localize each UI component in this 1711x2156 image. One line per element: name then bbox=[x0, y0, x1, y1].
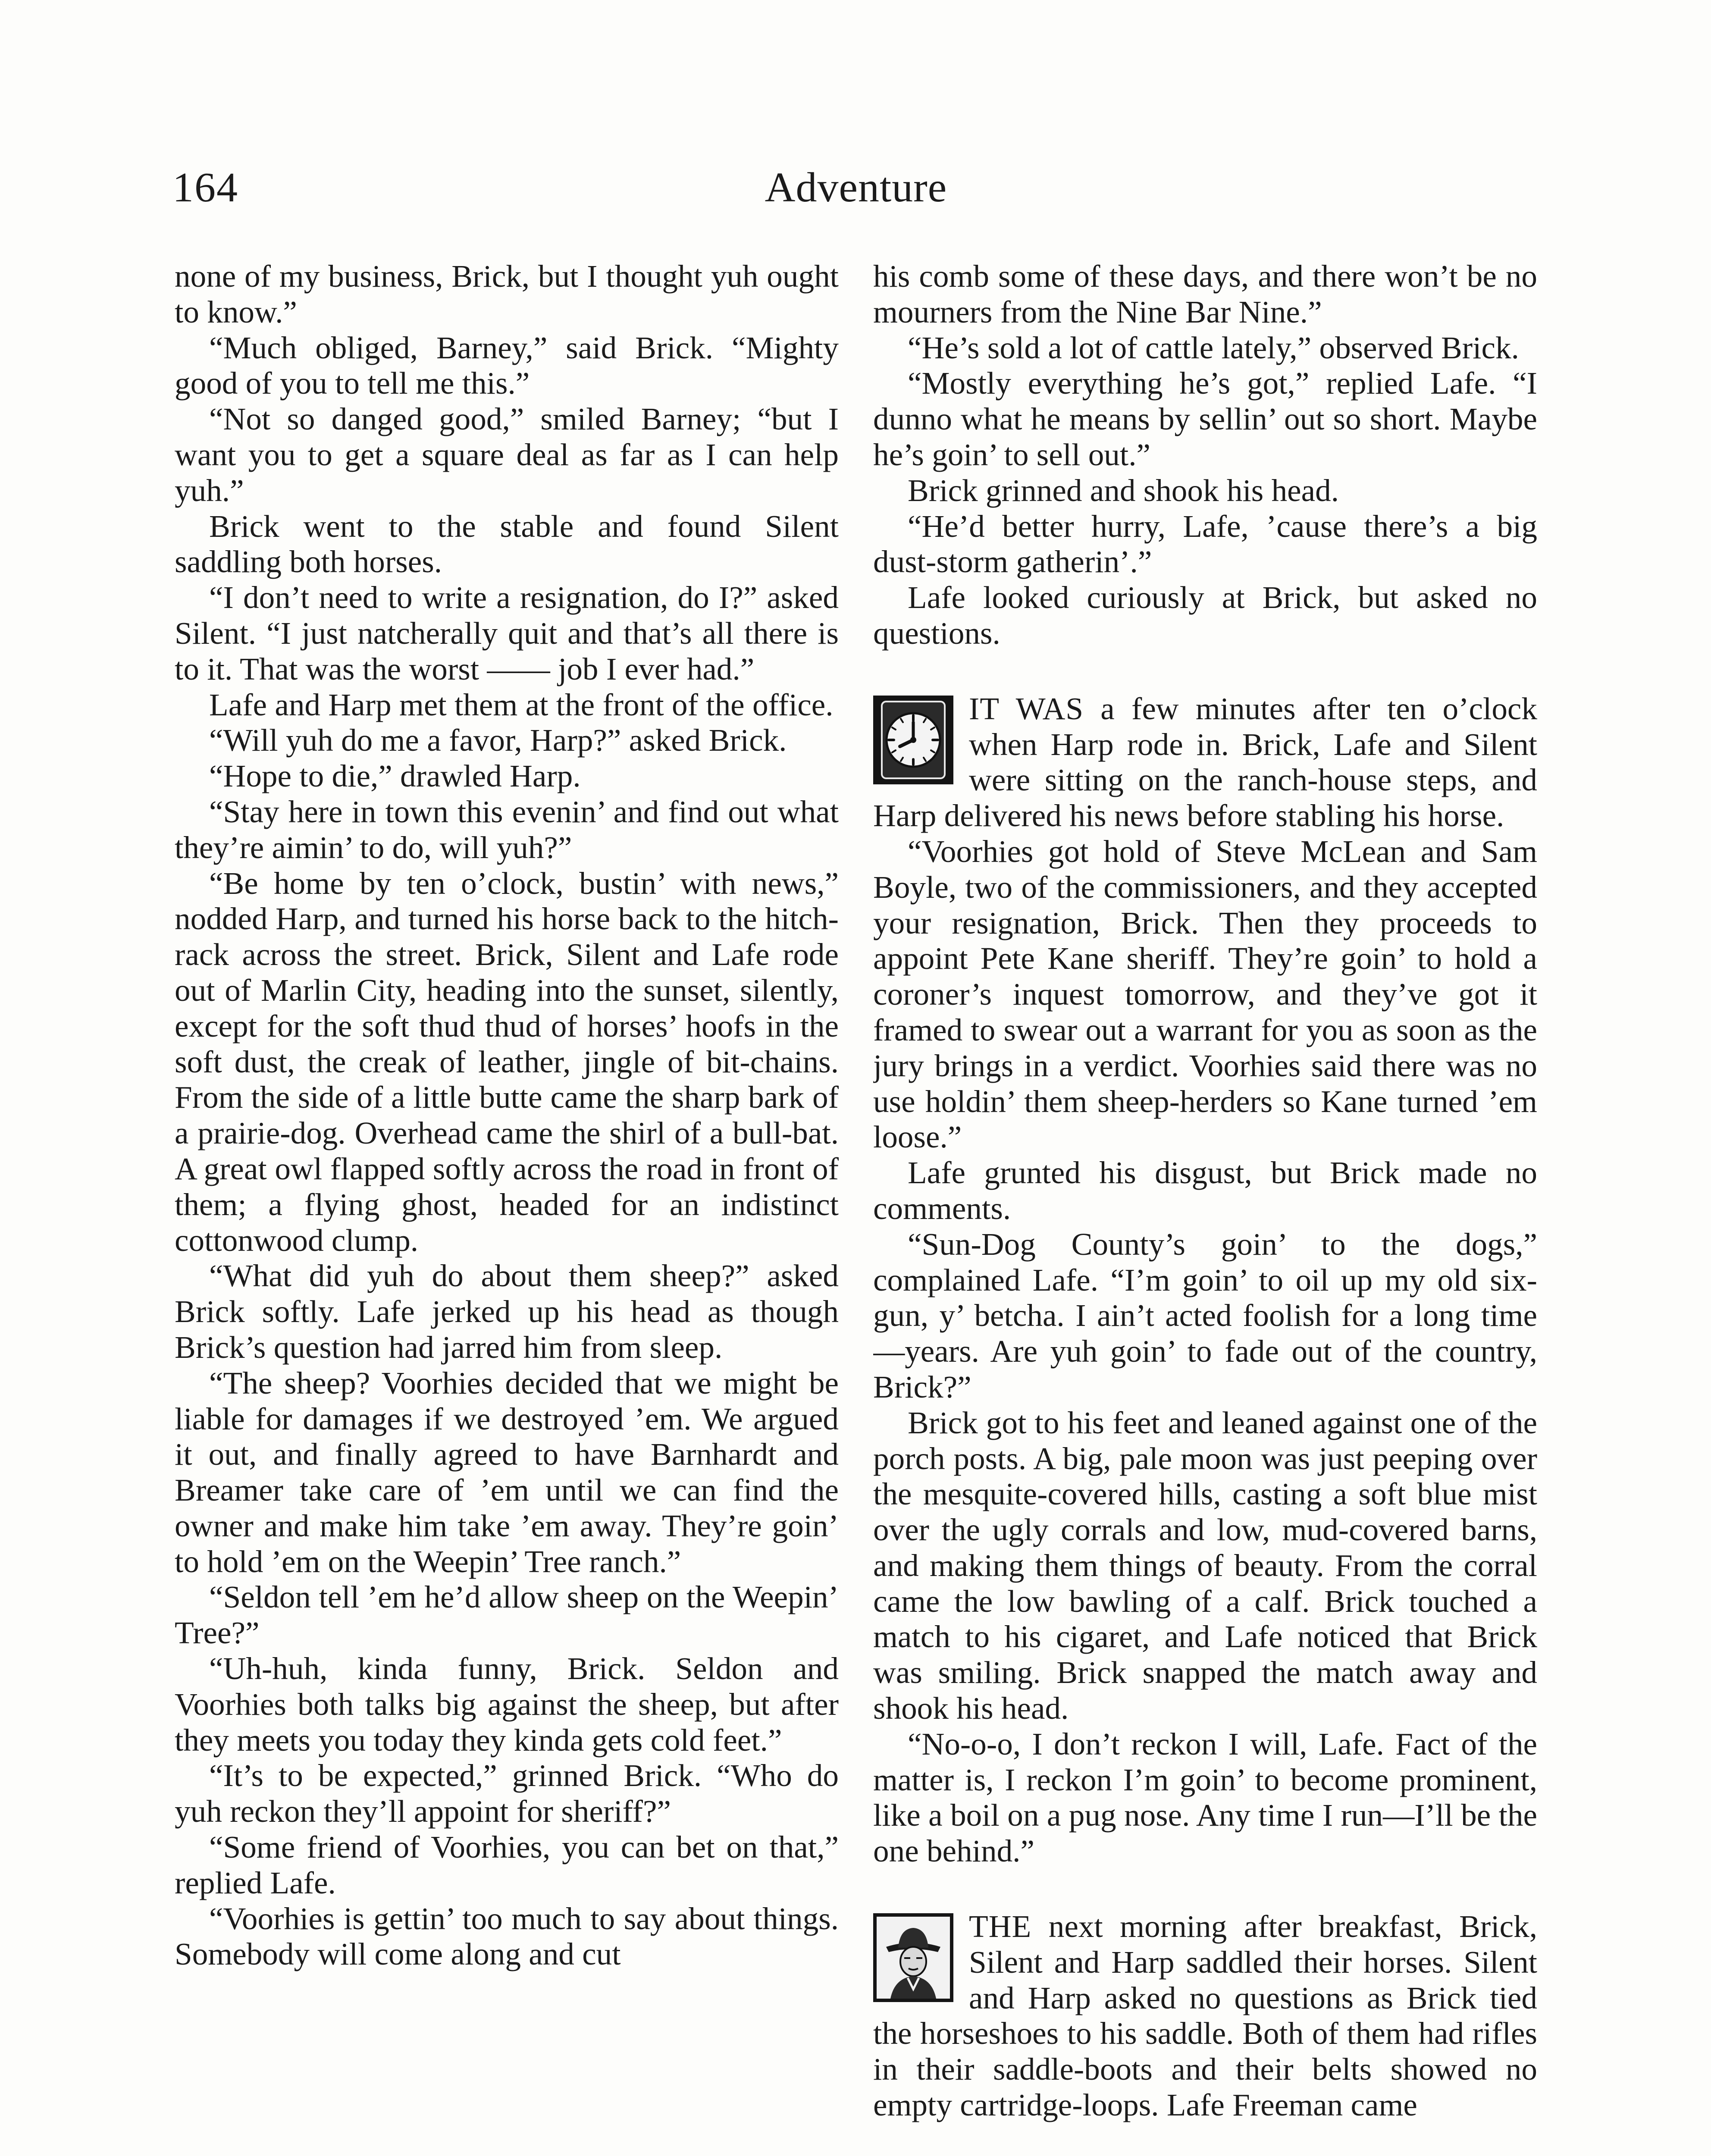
section-one-paragraph bbox=[873, 691, 1537, 834]
paragraph: “Seldon tell ’em he’d allow sheep on the Weepin’ Tree?” bbox=[175, 1579, 839, 1651]
section-one-lead: IT WAS bbox=[969, 691, 1084, 726]
right-column-opening bbox=[873, 259, 1537, 652]
paragraph: “I don’t need to write a resignation, do I?” asked Silent. “I just natcherally quit and that’s all there is to it. That was the worst —— job I ever had.” bbox=[175, 580, 839, 686]
paragraph: “Much obliged, Barney,” said Brick. “Mighty good of you to tell me this.” bbox=[175, 330, 839, 401]
paragraph: “The sheep? Voorhies decided that we might be liable for damages if we destroyed ’em. We argued it out, and finally agreed to have Barnhardt and Breamer take care of ’em until we can find the owner and make him take ’em away. They’re goin’ to hold ’em on the Weepin’ Tree ranch.” bbox=[175, 1365, 839, 1579]
paragraph: “He’s sold a lot of cattle lately,” observed Brick. bbox=[908, 330, 1519, 365]
paragraph: “Uh-huh, kinda funny, Brick. Seldon and Voorhies both talks big against the sheep, but after they meets you today they kinda gets cold feet.” bbox=[175, 1651, 839, 1758]
paragraph: “Stay here in town this evenin’ and find out what they’re aimin’ to do, will yuh?” bbox=[175, 794, 839, 865]
right-column bbox=[873, 259, 1537, 2156]
paragraph: “What did yuh do about them sheep?” asked Brick softly. Lafe jerked up his head as though Brick’s question had jarred him from sleep. bbox=[175, 1258, 839, 1365]
paragraph: “Not so danged good,” smiled Barney; “but I want you to get a square deal as far as I can help yuh.” bbox=[175, 401, 839, 508]
paragraph: “Will yuh do me a favor, Harp?” asked Brick. bbox=[209, 723, 787, 758]
section-break bbox=[873, 652, 1537, 691]
continued-paragraph: none of my business, Brick, but I thought yuh ought to know.” bbox=[175, 259, 839, 329]
paragraph: Lafe grunted his disgust, but Brick made no comments. bbox=[873, 1155, 1537, 1226]
clock-icon bbox=[873, 696, 953, 784]
page-header bbox=[172, 155, 1539, 220]
paragraph: “He’d better hurry, Lafe, ’cause there’s a big dust-storm gatherin’.” bbox=[873, 508, 1537, 580]
paragraph: “Hope to die,” drawled Harp. bbox=[209, 758, 581, 794]
left-column bbox=[175, 259, 839, 2156]
section-two-lead: THE bbox=[969, 1909, 1032, 1944]
paragraph: “Some friend of Voorhies, you can bet on that,” replied Lafe. bbox=[175, 1830, 839, 1900]
section-break bbox=[873, 1869, 1537, 1909]
paragraph: “Be home by ten o’clock, bustin’ with news,” nodded Harp, and turned his horse back to the hitch-rack across the street. Brick, Silent and Lafe rode out of Marlin City, heading into the sunset, silently, except for the soft thud thud of horses’ hoofs in the soft dust, the creak of leather, jingle of bit-chains. From the side of a little butte came the sharp bark of a prairie-dog. Overhead came the shirl of a bull-bat. A great owl flapped softly across the road in front of them; a flying ghost, headed for an indistinct cottonwood clump. bbox=[175, 865, 839, 1258]
cowboy-portrait-icon bbox=[873, 1913, 953, 2002]
section-one-text: a few minutes after ten o’clock when Harp rode in. Brick, Lafe and Silent were sitting on the ranch-house steps, and Harp delivered his news before stabling his horse. bbox=[873, 691, 1537, 834]
section-two-paragraph bbox=[873, 1909, 1537, 2123]
continued-paragraph: his comb some of these days, and there won’t be no mourners from the Nine Bar Nine.” bbox=[873, 259, 1537, 329]
paragraph: “No-o-o, I don’t reckon I will, Lafe. Fact of the matter is, I reckon I’m goin’ to become prominent, like a boil on a pug nose. Any time I run—I’ll be the one behind.” bbox=[873, 1726, 1537, 1869]
paragraph: “Voorhies got hold of Steve McLean and Sam Boyle, two of the commissioners, and they accepted your resignation, Brick. Then they proceeds to appoint Pete Kane sheriff. They’re goin’ to hold a coroner’s inquest tomorrow, and they’ve got it framed to swear out a warrant for you as soon as the jury brings in a verdict. Voorhies said there was no use holdin’ them sheep-herders so Kane turned ’em loose.” bbox=[873, 834, 1537, 1155]
right-column-middle bbox=[873, 834, 1537, 1869]
section-two-text: next morning after breakfast, Brick, Silent and Harp saddled their horses. Silent and Harp asked no questions as Brick tied the horseshoes to his saddle. Both of them had rifles in their saddle-boots and their belts showed no empty cartridge-loops. Lafe Freeman came bbox=[873, 1909, 1537, 2123]
paragraph: Lafe and Harp met them at the front of the office. bbox=[209, 687, 834, 722]
paragraph: Brick grinned and shook his head. bbox=[908, 473, 1339, 508]
running-title: Adventure bbox=[765, 164, 947, 211]
page-number: 164 bbox=[172, 164, 238, 211]
paragraph: “Sun-Dog County’s goin’ to the dogs,” complained Lafe. “I’m goin’ to oil up my old six-gun, y’ betcha. I ain’t acted foolish for a long time—years. Are yuh goin’ to fade out of the country, Brick?” bbox=[873, 1226, 1537, 1404]
paragraph: “Mostly everything he’s got,” replied Lafe. “I dunno what he means by sellin’ out so short. Maybe he’s goin’ to sell out.” bbox=[873, 366, 1537, 472]
paragraph: “It’s to be expected,” grinned Brick. “Who do yuh reckon they’ll appoint for sheriff?” bbox=[175, 1758, 839, 1829]
paragraph: Brick went to the stable and found Silent saddling both horses. bbox=[175, 508, 839, 580]
paragraph: Lafe looked curiously at Brick, but asked no questions. bbox=[873, 580, 1537, 651]
paragraph: “Voorhies is gettin’ too much to say about things. Somebody will come along and cut bbox=[175, 1901, 839, 1972]
paragraph: Brick got to his feet and leaned against one of the porch posts. A big, pale moon was just peeping over the mesquite-covered hills, casting a soft blue mist over the ugly corrals and low, mud-covered barns, and making them things of beauty. From the corral came the low bawling of a calf. Brick touched a match to his cigaret, and Lafe noticed that Brick was smiling. Brick snapped the match away and shook his head. bbox=[873, 1405, 1537, 1726]
